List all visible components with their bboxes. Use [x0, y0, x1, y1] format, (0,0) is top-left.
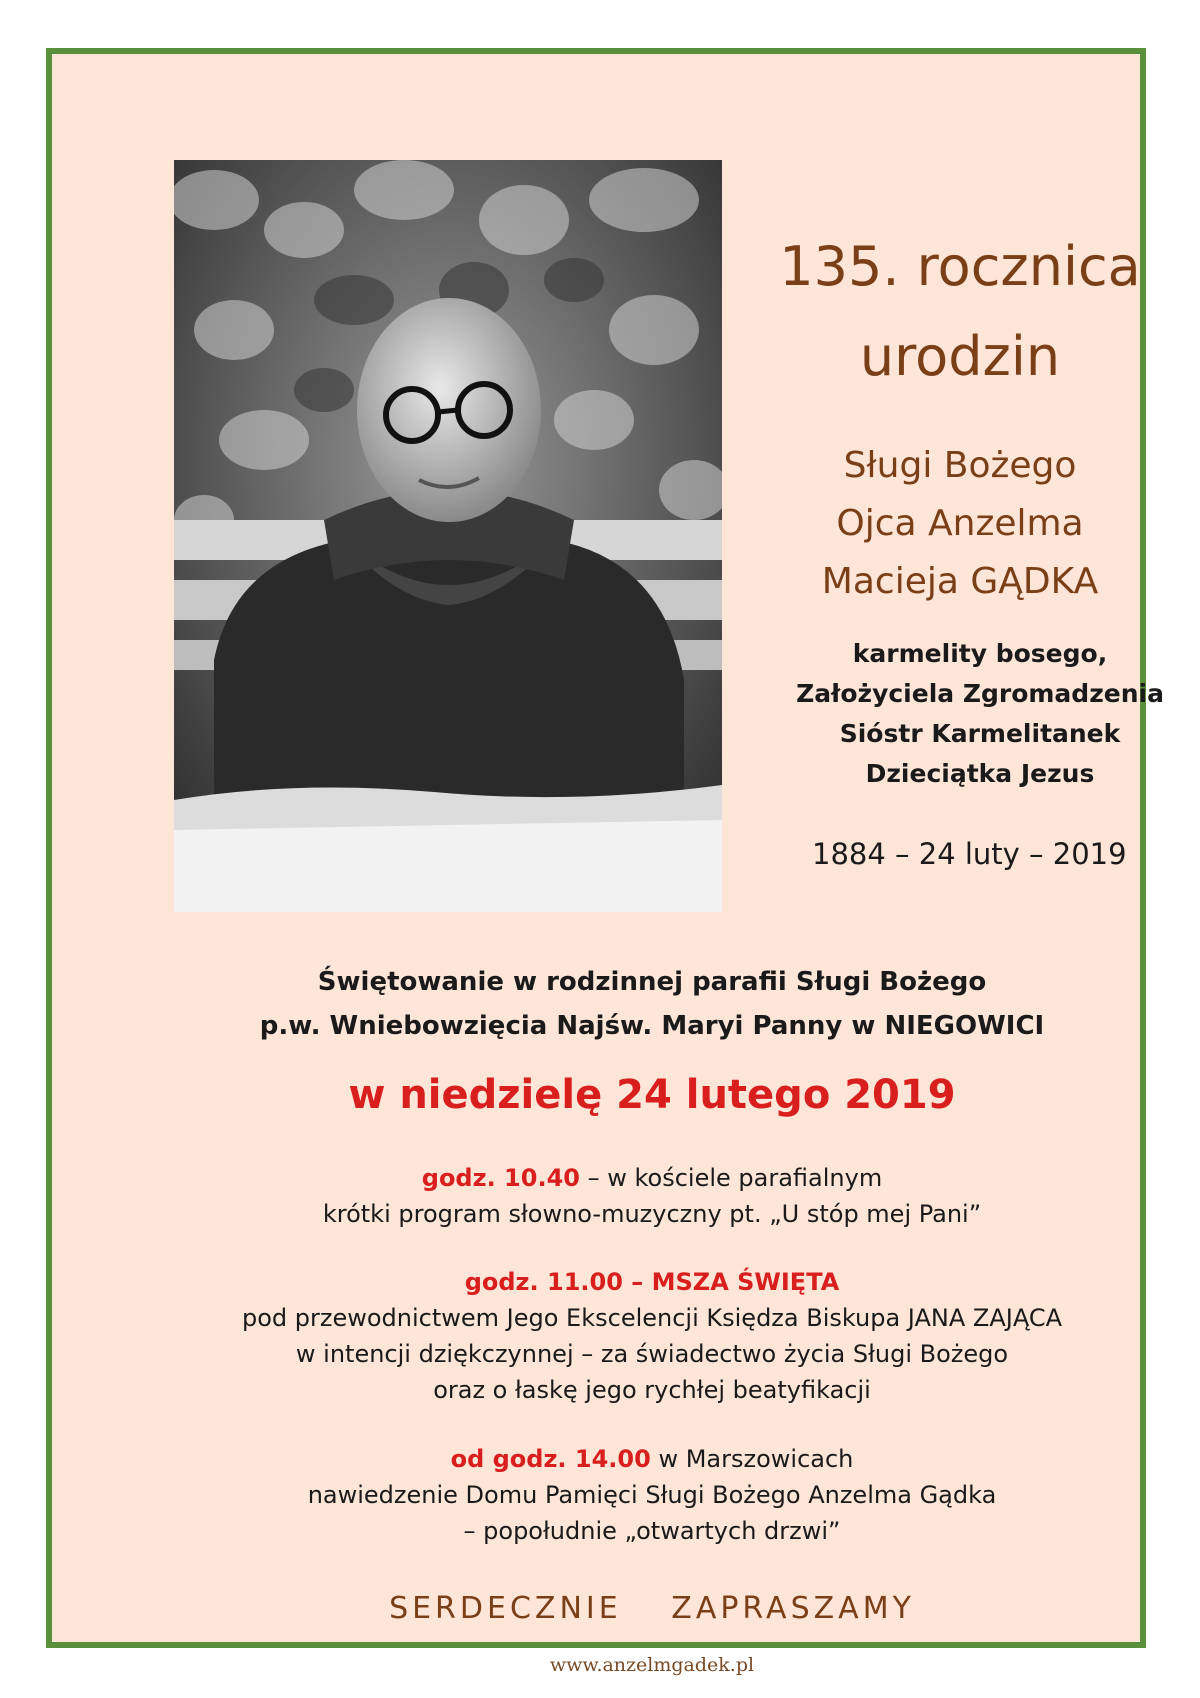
program-detail-line: w intencji dziękczynnej – za świadectwo życia Sługi Bożego: [295, 1340, 1009, 1368]
program-time: godz. 10.40: [421, 1164, 580, 1192]
invitation-word-2: ZAPRASZAMY: [671, 1591, 915, 1626]
program-item: [162, 1441, 1142, 1549]
invitation: [162, 1591, 1142, 1626]
program-detail-line: krótki program słowno-muzyczny pt. „U stóp mej Pani”: [322, 1200, 982, 1228]
website-link[interactable]: www.anzelmgadek.pl: [549, 1654, 755, 1676]
subject-name: [730, 437, 1190, 611]
celebration-line-1: Świętowanie w rodzinnej parafii Sługi Bożego: [317, 967, 987, 997]
poster: [46, 48, 1164, 1676]
program-time: godz. 11.00 – MSZA ŚWIĘTA: [464, 1268, 840, 1296]
title-line-2: urodzin: [859, 325, 1061, 388]
anniversary-title: [730, 222, 1190, 402]
subject-description: [750, 634, 1200, 794]
portrait-photo-drawing: [174, 160, 722, 912]
celebration-heading: [162, 960, 1142, 1048]
portrait-photo: [174, 160, 722, 912]
program-time-rest: w Marszowicach: [650, 1445, 854, 1473]
program-detail-line: oraz o łaskę jego rychłej beatyfikacji: [433, 1376, 871, 1404]
program-item: [162, 1264, 1142, 1408]
program-time: od godz. 14.00: [450, 1445, 651, 1473]
subject-line-2: Ojca Anzelma: [836, 503, 1084, 544]
invitation-word-1: SERDECZNIE: [389, 1591, 622, 1626]
event-date: w niedzielę 24 lutego 2019: [348, 1072, 956, 1118]
life-dates: 1884 – 24 luty – 2019: [812, 837, 1127, 871]
description-line-2: Założyciela Zgromadzenia: [796, 679, 1164, 708]
program-detail-line: nawiedzenie Domu Pamięci Sługi Bożego Anzelma Gądka: [307, 1481, 997, 1509]
program-time-rest: – w kościele parafialnym: [579, 1164, 883, 1192]
celebration-line-2: p.w. Wniebowzięcia Najśw. Maryi Panny w NIEGOWICI: [259, 1011, 1045, 1041]
program-detail-line: pod przewodnictwem Jego Ekscelencji Księdza Biskupa JANA ZAJĄCA: [241, 1304, 1062, 1332]
title-line-1: 135. rocznica: [779, 235, 1141, 298]
program-item-header: [162, 1441, 1142, 1477]
description-line-1: karmelity bosego,: [852, 639, 1108, 668]
description-line-4: Dzieciątka Jezus: [865, 759, 1095, 788]
program-detail-line: – popołudnie „otwartych drzwi”: [463, 1517, 841, 1545]
subject-line-3: Macieja GĄDKA: [821, 561, 1099, 602]
program-item-header: [162, 1160, 1142, 1196]
program-item: [162, 1160, 1142, 1232]
subject-line-1: Sługi Bożego: [843, 445, 1077, 486]
description-line-3: Sióstr Karmelitanek: [839, 719, 1121, 748]
program-item-header: [162, 1264, 1142, 1300]
